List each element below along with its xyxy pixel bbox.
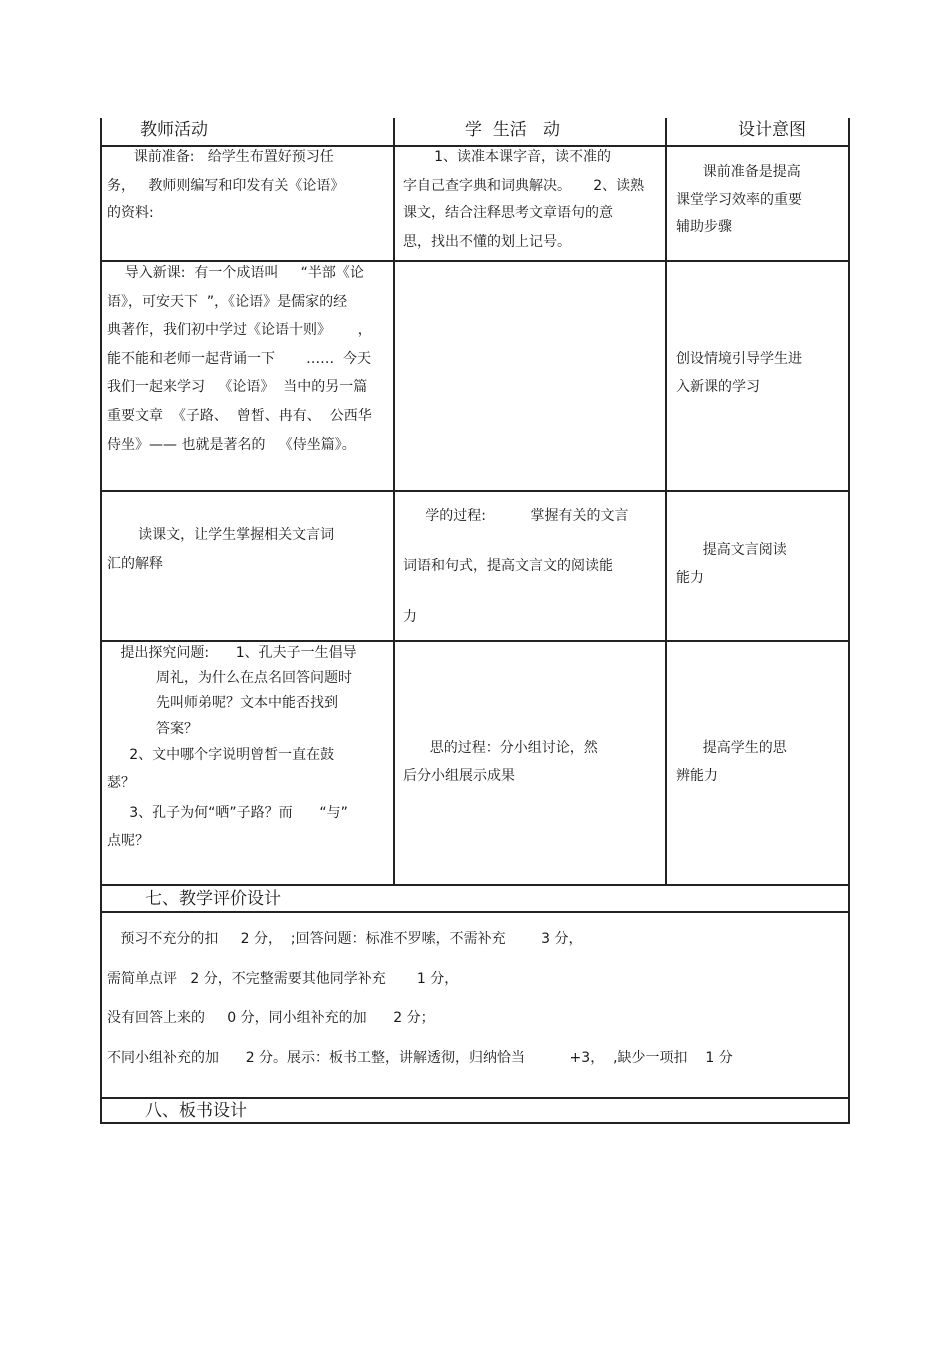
row4-intent-line: 辨能力: [676, 768, 718, 784]
section-7-line: 预习不充分的扣 2 分， ;回答问题：标准不罗嗦，不需补充 3 分，: [107, 931, 583, 947]
row3-intent-line: 能力: [676, 570, 704, 586]
row3-teacher-line: 汇的解释: [107, 556, 163, 572]
row1-student-line: 课文，结合注释思考文章语句的意: [403, 205, 613, 221]
row2-intent-line: 入新课的学习: [676, 379, 760, 395]
table-border-bottom: [100, 1122, 850, 1124]
row4-student-line: 思的过程：分小组讨论，然: [403, 740, 598, 756]
row2-teacher-line: 导入新课: 有一个成语叫 “半部《论: [107, 265, 364, 281]
row4-teacher-line: 周礼，为什么在点名回答问题时: [107, 670, 352, 686]
header-design-intent: 设计意图: [738, 120, 806, 140]
header-student-activity: 学 生活 动: [465, 120, 561, 140]
row4-teacher-line: 3、孔子为何“哂”子路？而 “与”: [107, 805, 348, 821]
row4-intent-line: 提高学生的思: [676, 740, 787, 756]
section-7-line: 没有回答上来的 0 分，同小组补充的加 2 分；: [107, 1010, 435, 1026]
column-divider-1: [393, 118, 395, 885]
header-teacher-activity: 教师活动: [140, 120, 208, 140]
section-7-line: 不同小组补充的加 2 分。展示：板书工整，讲解透彻，归纳恰当 +3， ,缺少一项扣 1 分: [107, 1050, 733, 1066]
row1-student-line: 字自己查字典和词典解决。 2、读熟: [403, 178, 645, 194]
row1-intent-line: 课堂学习效率的重要: [676, 192, 802, 208]
row1-intent-line: 课前准备是提高: [676, 164, 801, 180]
row2-teacher-line: 语》，可安天下 ”，《论语》是儒家的经: [107, 294, 348, 310]
row-divider-5: [100, 911, 850, 913]
row1-teacher-line: 课前准备: 给学生布置好预习任: [107, 149, 334, 165]
row3-student-line: 词语和句式，提高文言文的阅读能: [403, 558, 613, 574]
row1-teacher-line: 的资料:: [107, 205, 154, 221]
row3-student-line: 学的过程: 掌握有关的文言: [403, 508, 629, 524]
table-border-right: [848, 118, 850, 1124]
row4-student-line: 后分小组展示成果: [403, 768, 515, 784]
row-divider-2: [100, 490, 850, 492]
row2-teacher-line: 侍坐》—— 也就是著名的 《侍坐篇》。: [107, 437, 356, 453]
row2-teacher-line: 典著作，我们初中学过《论语十则》 ，: [107, 322, 372, 338]
row2-teacher-line: 我们一起来学习 《论语》 当中的另一篇: [107, 379, 368, 395]
row2-teacher-line: 能不能和老师一起背诵一下 …… 今天: [107, 351, 372, 367]
row4-teacher-line: 2、文中哪个字说明曾皙一直在鼓: [107, 747, 335, 763]
row3-student-line: 力: [403, 609, 417, 625]
row2-teacher-line: 重要文章 《子路、 曾皙、冉有、 公西华: [107, 408, 372, 424]
row1-student-line: 思，找出不懂的划上记号。: [403, 234, 571, 250]
row4-teacher-line: 点呢？: [107, 833, 149, 849]
row1-student-line: 1、读准本课字音，读不准的: [403, 149, 612, 165]
row1-teacher-line: 务， 教师则编写和印发有关《论语》: [107, 178, 345, 194]
row3-intent-line: 提高文言阅读: [676, 542, 787, 558]
column-divider-2: [665, 118, 667, 885]
section-7-title: 七、教学评价设计: [145, 889, 281, 909]
row2-intent-line: 创设情境引导学生进: [676, 351, 802, 367]
row-divider-4: [100, 884, 850, 886]
row4-teacher-line: 瑟？: [107, 775, 135, 791]
row4-teacher-line: 答案？: [107, 721, 198, 737]
section-8-title: 八、板书设计: [145, 1101, 247, 1121]
table-border-left: [100, 118, 102, 1124]
row-divider-6: [100, 1097, 850, 1099]
section-7-line: 需简单点评 2 分，不完整需要其他同学补充 1 分，: [107, 971, 459, 987]
row3-teacher-line: 读课文，让学生掌握相关文言词: [107, 527, 335, 543]
row4-teacher-line: 提出探究问题: 1、孔夫子一生倡导: [107, 645, 357, 661]
row1-intent-line: 辅助步骤: [676, 219, 732, 235]
row4-teacher-line: 先叫师弟呢？文本中能否找到: [107, 695, 338, 711]
